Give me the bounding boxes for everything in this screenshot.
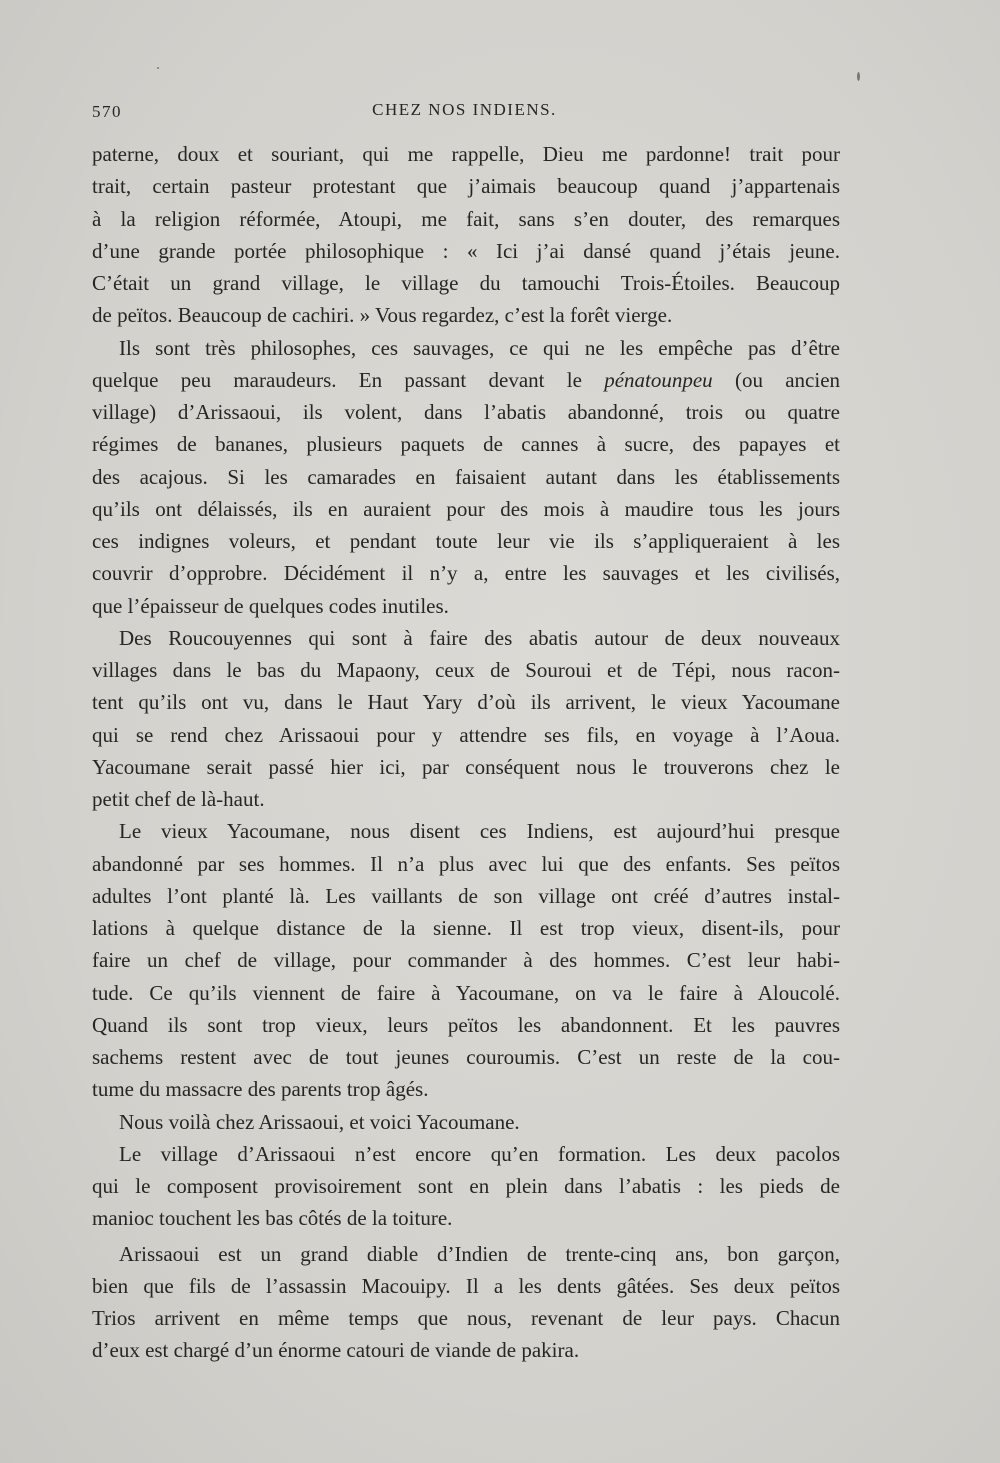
text-line: Arissaoui est un grand diable d’Indien de trente-cinq ans, bon garçon, <box>119 1241 840 1266</box>
text-line: manioc touchent les bas côtés de la toiture. <box>92 1206 453 1231</box>
text-line: faire un chef de village, pour commander à des hommes. C’est leur habi- <box>92 948 840 973</box>
text-line: villages dans le bas du Mapaony, ceux de Souroui et de Tépi, nous racon- <box>92 658 840 682</box>
text-line: qui le composent provisoirement sont en plein dans l’abatis : les pieds de <box>92 1174 840 1198</box>
text-line: d’une grande portée philosophique : « Ici j’ai dansé quand j’étais jeune. <box>92 238 840 263</box>
running-head <box>92 100 837 124</box>
text-line: petit chef de là-haut. <box>92 787 265 811</box>
text-line: sachems restent avec de tout jeunes couroumis. C’est un reste de la cou- <box>92 1045 840 1069</box>
text-line: que l’épaisseur de quelques codes inutiles. <box>92 593 449 618</box>
italic-term: pénatounpeu <box>604 367 713 392</box>
text-line: qu’ils ont délaissés, ils en auraient pour des mois à maudire tous les jours <box>92 496 840 521</box>
text-line: village) d’Arissaoui, ils volent, dans l’abatis abandonné, trois ou quatre <box>92 400 840 424</box>
text-line: régimes de bananes, plusieurs paquets de cannes à sucre, des papayes et <box>92 432 840 457</box>
paper-speck <box>857 72 860 81</box>
page-number: 570 <box>92 102 122 121</box>
text-line: abandonné par ses hommes. Il n’a plus avec lui que des enfants. Ses peïtos <box>92 851 840 876</box>
text-line: tume du massacre des parents trop âgés. <box>92 1077 429 1102</box>
text-line: tude. Ce qu’ils viennent de faire à Yacoumane, on va le faire à Aloucolé. <box>92 980 840 1005</box>
paper-speck <box>157 67 159 69</box>
text-line: trait, certain pasteur protestant que j’aimais beaucoup quand j’appartenais <box>92 174 840 199</box>
body-text <box>92 138 840 1367</box>
text-line: Trios arrivent en même temps que nous, revenant de leur pays. Chacun <box>92 1306 840 1330</box>
text-line: lations à quelque distance de la sienne. Il est trop vieux, disent-ils, pour <box>92 916 840 940</box>
text-line: à la religion réformée, Atoupi, me fait, sans s’en douter, des remarques <box>92 206 840 231</box>
text-line: d’eux est chargé d’un énorme catouri de viande de pakira. <box>92 1338 580 1363</box>
text-line: qui se rend chez Arissaoui pour y attendre ses fils, en voyage à l’Aoua. <box>92 722 840 747</box>
text-line: Le village d’Arissaoui n’est encore qu’en formation. Les deux pacolos <box>119 1141 840 1166</box>
text-line: Yacoumane serait passé hier ici, par conséquent nous le trouverons chez le <box>92 754 840 779</box>
text-line: couvrir d’opprobre. Décidément il n’y a, entre les sauvages et les civilisés, <box>92 561 840 586</box>
text-line: Nous voilà chez Arissaoui, et voici Yacoumane. <box>119 1109 520 1134</box>
text-line: Ils sont très philosophes, ces sauvages, ce qui ne les empêche pas d’être <box>119 335 840 360</box>
text-line: ces indignes voleurs, et pendant toute leur vie ils s’appliqueraient à les <box>92 529 840 553</box>
text-line: des acajous. Si les camarades en faisaient autant dans les établissements <box>92 464 840 489</box>
text-line: tent qu’ils ont vu, dans le Haut Yary d’où ils arrivent, le vieux Yacoumane <box>92 690 840 715</box>
text-line: Le vieux Yacoumane, nous disent ces Indiens, est aujourd’hui presque <box>119 819 840 844</box>
text-line: Quand ils sont trop vieux, leurs peïtos les abandonnent. Et les pauvres <box>92 1012 840 1037</box>
text-line <box>92 364 840 396</box>
text-line: bien que fils de l’assassin Macouipy. Il a les dents gâtées. Ses deux peïtos <box>92 1273 840 1298</box>
text-segment: (ou ancien <box>734 367 841 392</box>
text-line: adultes l’ont planté là. Les vaillants de son village ont créé d’autres instal- <box>92 883 840 908</box>
text-line: C’était un grand village, le village du tamouchi Trois-Étoiles. Beaucoup <box>92 271 840 295</box>
text-segment: quelque peu maraudeurs. En passant devant le <box>92 367 582 392</box>
running-title: CHEZ NOS INDIENS. <box>372 100 557 119</box>
text-line: Des Roucouyennes qui sont à faire des abatis autour de deux nouveaux <box>119 625 840 650</box>
text-line: de peïtos. Beaucoup de cachiri. » Vous regardez, c’est la forêt vierge. <box>92 303 673 328</box>
text-line: paterne, doux et souriant, qui me rappelle, Dieu me pardonne! trait pour <box>92 142 840 166</box>
